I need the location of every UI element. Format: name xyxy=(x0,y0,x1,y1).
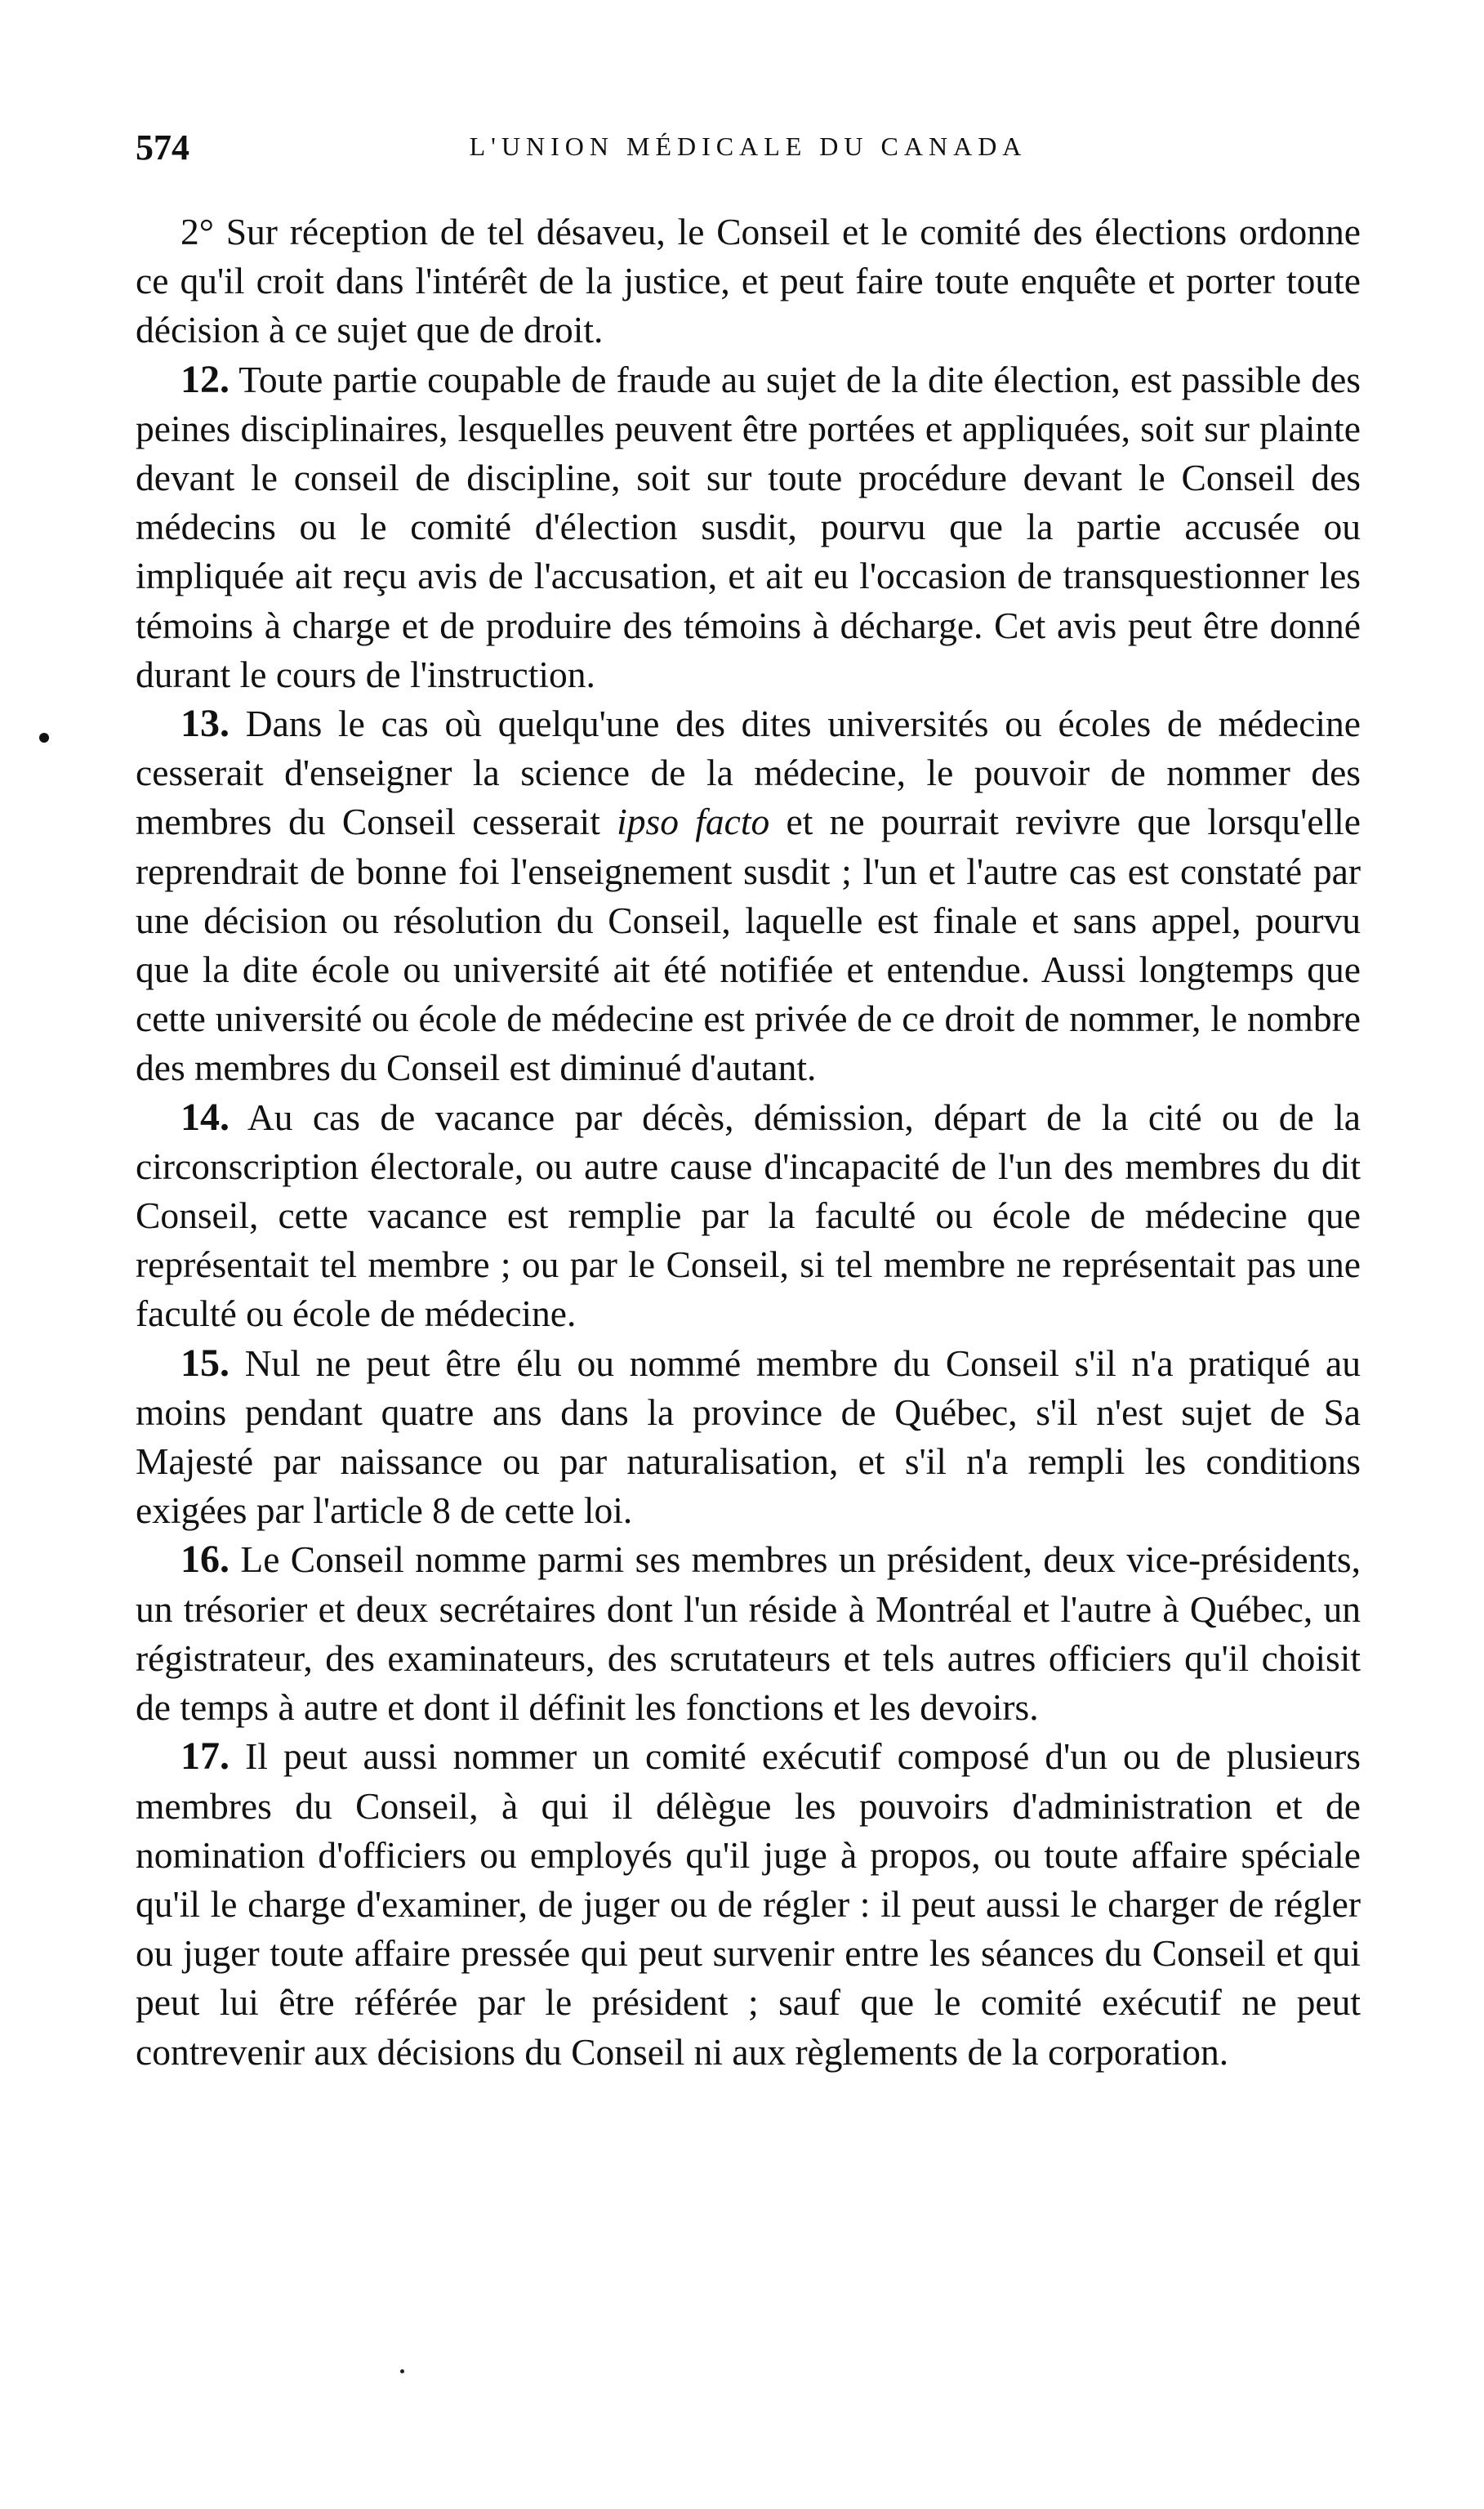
article-text-continued: et ne pourrait revivre que lorsqu'elle reprendrait de bonne foi l'enseignement susdit ; l'un et l'autre cas est constaté par une décision ou résolution du Conseil, laquelle est finale et sans appel, pourvu que la dite école ou université ait été notifiée et entendue. Aussi longtemps que cette université ou école de médecine est privée de ce droit de nommer, le nombre des membres du Conseil est diminué d'autant. xyxy=(136,801,1361,1089)
article-text: Nul ne peut être élu ou nommé membre du Conseil s'il n'a pratiqué au moins pendant quatre ans dans la province de Québec, s'il n'est sujet de Sa Majesté par naissance ou par naturalisation, et s'il n'a rempli les conditions exigées par l'article 8 de cette loi. xyxy=(136,1342,1361,1532)
article-number: 13. xyxy=(180,702,230,746)
article-number: 12. xyxy=(180,357,230,401)
article-italic-phrase: ipso facto xyxy=(617,801,770,843)
margin-dot-mark xyxy=(39,733,49,743)
article-text: Toute partie coupable de fraude au sujet de la dite élection, est passible des peines disciplinaires, lesquelles peuvent être portées et appliquées, soit sur plainte devant le conseil de discipline, soit sur toute procédure devant le Conseil des médecins ou le comité d'élection susdit, pourvu que la partie accusée ou impliquée ait reçu avis de l'accusation, et ait eu l'occasion de transquestionner les témoins à charge et de produire des témoins à décharge. Cet avis peut être donné durant le cours de l'instruction. xyxy=(136,358,1361,695)
article-text: Le Conseil nomme parmi ses membres un président, deux vice-présidents, un trésorier et deux secrétaires dont l'un réside à Montréal et l'autre à Québec, un régistrateur, des examinateurs, des scrutateurs et tels autres officiers qu'il choisit de temps à autre et dont il définit les fonctions et les devoirs. xyxy=(136,1538,1361,1729)
body-text xyxy=(136,208,1361,2077)
article-14 xyxy=(136,1093,1361,1339)
article-text: Dans le cas où quelqu'une des dites universités ou écoles de médecine cesserait d'enseigner la science de la médecine, le pouvoir de nommer des membres du Conseil cesserait xyxy=(136,703,1361,843)
running-head: L'UNION MÉDICALE DU CANADA xyxy=(469,132,1027,161)
article-15 xyxy=(136,1339,1361,1536)
article-16 xyxy=(136,1535,1361,1732)
article-number: 17. xyxy=(180,1734,230,1779)
article-number: 15. xyxy=(180,1341,230,1385)
article-12 xyxy=(136,355,1361,699)
page-header xyxy=(136,127,1361,176)
article-number: 16. xyxy=(180,1538,230,1582)
article-number: 14. xyxy=(180,1095,230,1139)
article-text: Au cas de vacance par décès, démission, départ de la cité ou de la circonscription électorale, ou autre cause d'incapacité de l'un des membres du dit Conseil, cette vacance est remplie par la faculté ou école de médecine que représentait tel membre ; ou par le Conseil, si tel membre ne représentait pas une faculté ou école de médecine. xyxy=(136,1096,1361,1335)
article-text: Il peut aussi nommer un comité exécutif composé d'un ou de plusieurs membres du Conseil, à qui il délègue les pouvoirs d'administration et de nomination d'officiers ou employés qu'il juge à propos, ou toute affaire spéciale qu'il le charge d'examiner, de juger ou de régler : il peut aussi le charger de régler ou juger toute affaire pressée qui peut survenir entre les séances du Conseil et qui peut lui être référée par le président ; sauf que le comité exécutif ne peut contrevenir aux décisions du Conseil ni aux règlements de la corporation. xyxy=(136,1735,1361,2073)
article-13 xyxy=(136,699,1361,1093)
article-17 xyxy=(136,1732,1361,2076)
ink-speck-mark xyxy=(400,2369,404,2373)
paragraph-continuation xyxy=(136,208,1361,355)
page-number: 574 xyxy=(136,127,189,167)
paragraph-text: 2° Sur réception de tel désaveu, le Conseil et le comité des élections ordonne ce qu'il croit dans l'intérêt de la justice, et peut faire toute enquête et porter toute décision à ce sujet que de droit. xyxy=(136,211,1361,351)
